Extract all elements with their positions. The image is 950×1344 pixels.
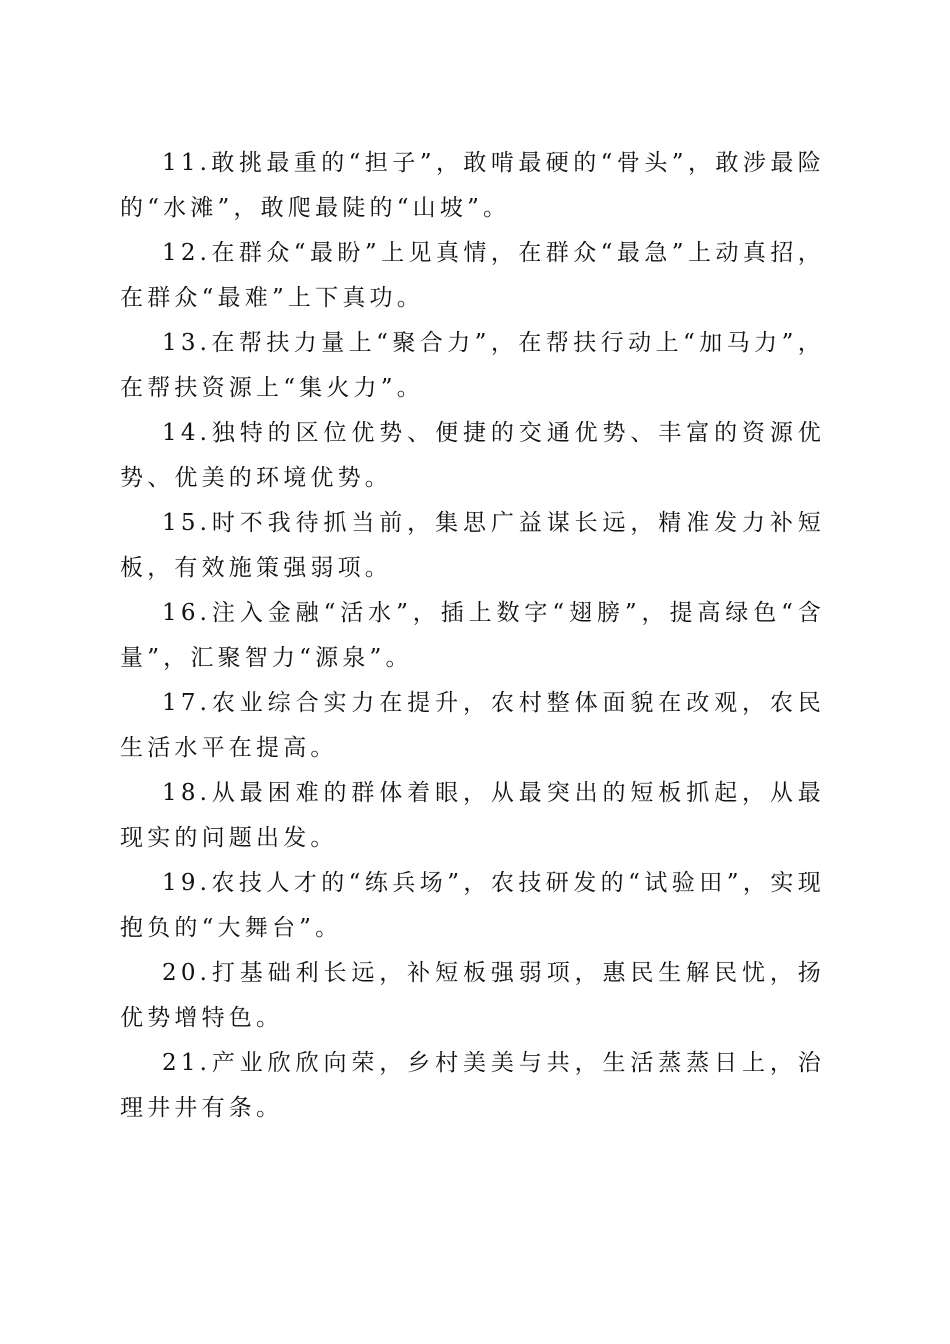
paragraph-11: 11.敢挑最重的“担子”，敢啃最硬的“骨头”，敢涉最险的“水滩”，敢爬最陡的“山坡”。 — [120, 150, 825, 221]
paragraph-16: 16.注入金融“活水”，插上数字“翅膀”，提高绿色“含量”，汇聚智力“源泉”。 — [120, 600, 825, 671]
paragraph-21: 21.产业欣欣向荣，乡村美美与共，生活蒸蒸日上，治理井井有条。 — [120, 1050, 825, 1121]
paragraph-13: 13.在帮扶力量上“聚合力”，在帮扶行动上“加马力”，在帮扶资源上“集火力”。 — [120, 330, 825, 401]
paragraph-17: 17.农业综合实力在提升，农村整体面貌在改观，农民生活水平在提高。 — [120, 690, 825, 761]
paragraph-19: 19.农技人才的“练兵场”，农技研发的“试验田”，实现抱负的“大舞台”。 — [120, 870, 825, 941]
paragraph-15: 15.时不我待抓当前，集思广益谋长远，精准发力补短板，有效施策强弱项。 — [120, 510, 825, 581]
paragraph-14: 14.独特的区位优势、便捷的交通优势、丰富的资源优势、优美的环境优势。 — [120, 420, 825, 491]
document-body — [120, 141, 825, 1131]
paragraph-18: 18.从最困难的群体着眼，从最突出的短板抓起，从最现实的问题出发。 — [120, 780, 825, 851]
paragraph-20: 20.打基础利长远，补短板强弱项，惠民生解民忧，扬优势增特色。 — [120, 960, 825, 1031]
paragraph-12: 12.在群众“最盼”上见真情，在群众“最急”上动真招，在群众“最难”上下真功。 — [120, 240, 825, 311]
